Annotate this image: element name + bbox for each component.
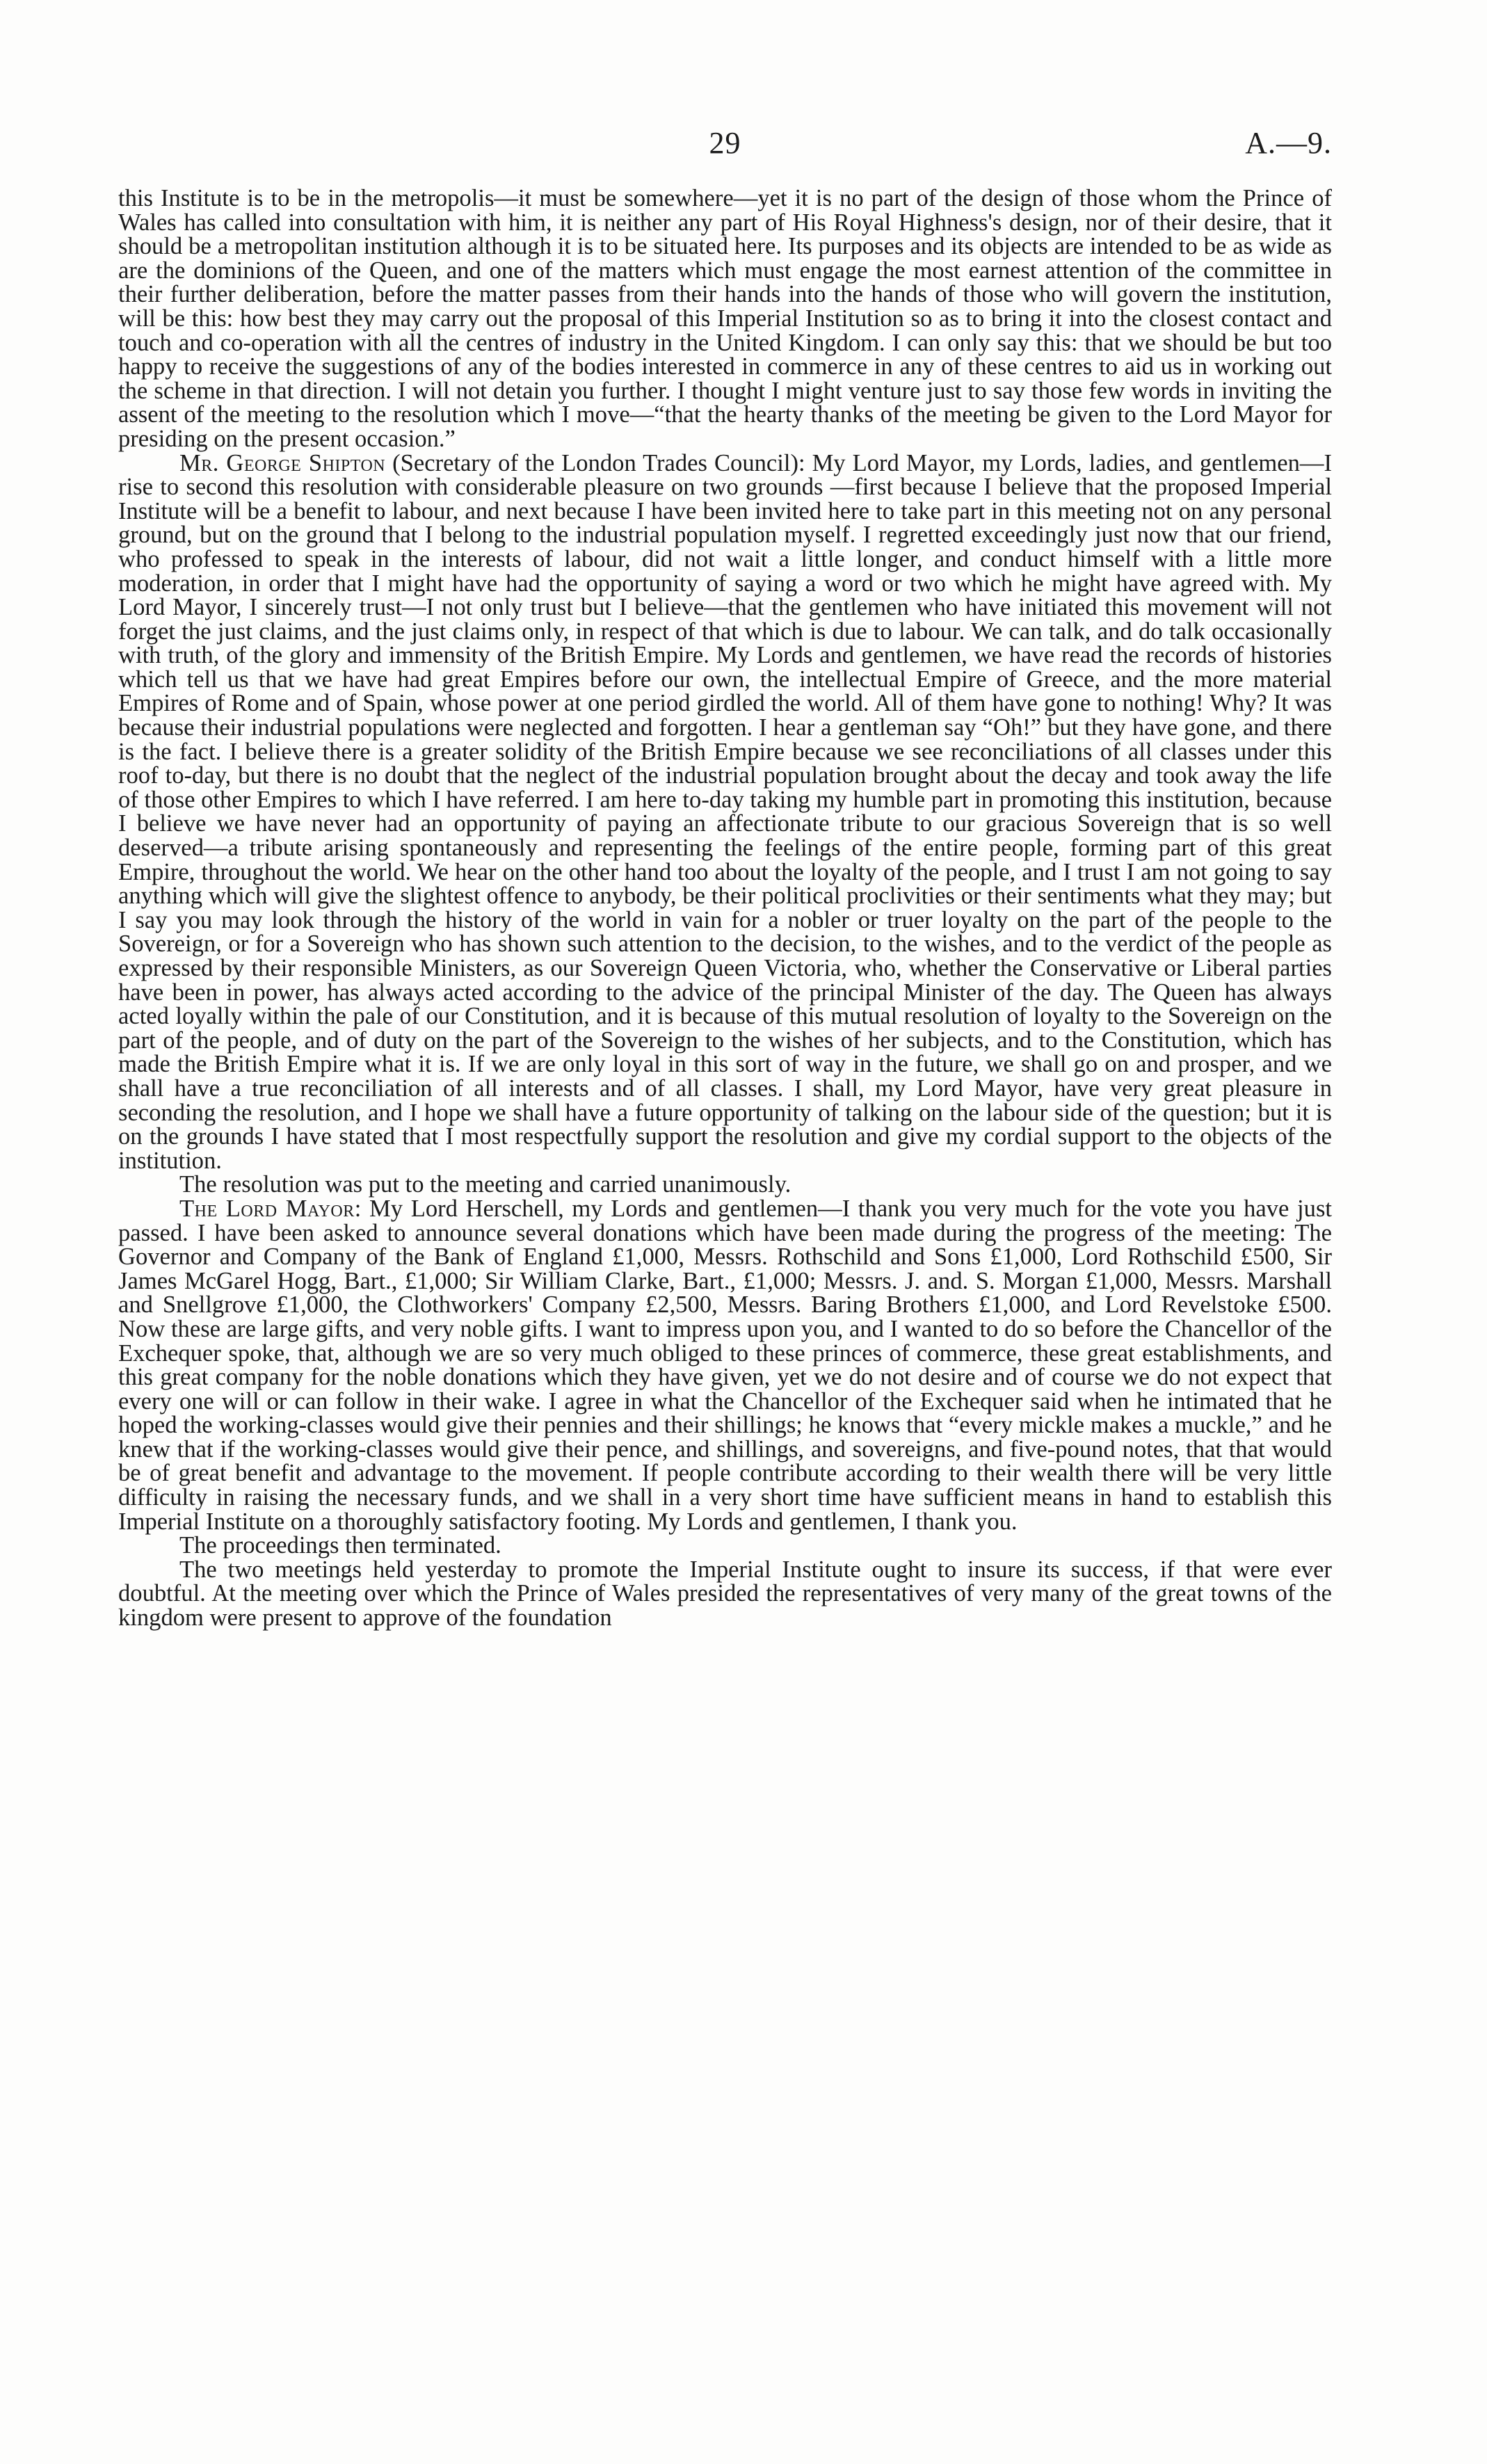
paragraph-speech-lord-mayor	[118, 1197, 1332, 1533]
paragraph-text: The two meetings held yesterday to promote the Imperial Institute ought to insure its success, if that were ever doubtful. At the meeting over which the Prince of Wales presided the representatives of very many of the great towns of the kingdom were present to approve of the foundation	[118, 1556, 1332, 1632]
paragraph-resolution	[118, 1173, 1332, 1197]
page-header	[118, 125, 1332, 167]
page-number: 29	[709, 126, 741, 160]
paragraph-text: : My Lord Herschell, my Lords and gentlemen—I thank you very much for the vote you have just passed. I have been asked to announce several donations which have been made during the progress of the meeting: The Governor and Company of the Bank of England £1,000, Messrs. Rothschild and Sons £1,000, Lord Rothschild £500, Sir James McGarel Hogg, Bart., £1,000; Sir William Clarke, Bart., £1,000; Messrs. J. and. S. Morgan £1,000, Messrs. Marshall and Snellgrove £1,000, the Clothworkers' Company £2,500, Messrs. Baring Brothers £1,000, and Lord Revelstoke £500. Now these are large gifts, and very noble gifts. I want to impress upon you, and I wanted to do so before the Chancellor of the Exchequer spoke, that, although we are so very much obliged to these princes of commerce, these great establishments, and this great company for the noble donations which they have given, yet we do not desire and of course we do not expect that every one will or can follow in their wake. I agree in what the Chancellor of the Exchequer said when he intimated that he hoped the working-classes would give their pennies and their shillings; he knows that “every mickle makes a muckle,” and he knew that if the working-classes would give their pence, and shillings, and sovereigns, and five-pound notes, that that would be of great benefit and advantage to the movement. If people contribute according to their wealth there will be very little difficulty in raising the necessary funds, and we shall in a very short time have sufficient means in hand to establish this Imperial Institute on a thoroughly satisfactory footing. My Lords and gentlemen, I thank you.	[118, 1195, 1332, 1535]
paragraph-text: this Institute is to be in the metropolis—it must be somewhere—yet it is no part of the design of those whom the Prince of Wales has called into consultation with him, it is neither any part of His Royal Highness's design, nor of their desire, that it should be a metropolitan institution although it is to be situated here. Its purposes and its objects are intended to be as wide as are the dominions of the Queen, and one of the matters which must engage the most earnest attention of the committee in their further deliberation, before the matter passes from their hands into the hands of those who will govern the institution, will be this: how best they may carry out the proposal of this Imperial Institution so as to bring it into the closest contact and touch and co-operation with all the centres of industry in the United Kingdom. I can only say this: that we should be but too happy to receive the suggestions of any of the bodies interested in commerce in any of these centres to aid us in working out the scheme in that direction. I will not detain you further. I thought I might venture just to say those few words in inviting the assent of the meeting to the resolution which I move—“that the hearty thanks of the meeting be given to the Lord Mayor for presiding on the present occasion.”	[118, 186, 1332, 452]
paragraph-proceedings	[118, 1533, 1332, 1558]
paragraph-speech-shipton	[118, 451, 1332, 1173]
speaker-name: The Lord Mayor	[179, 1195, 355, 1222]
paragraph-continuation	[118, 186, 1332, 451]
paragraph-text: The resolution was put to the meeting and carried unanimously.	[179, 1171, 791, 1198]
document-reference: A.—9.	[1245, 126, 1332, 160]
speaker-name: Mr. George Shipton	[179, 449, 386, 476]
paragraph-text: The proceedings then terminated.	[179, 1532, 501, 1559]
paragraph-two-meetings	[118, 1558, 1332, 1630]
document-body	[118, 186, 1332, 2328]
paragraph-text: (Secretary of the London Trades Council): My Lord Mayor, my Lords, ladies, and gentlemen—I rise to second this resolution with considerable pleasure on two grounds —first because I believe that the proposed Imperial Institute will be a benefit to labour, and next because I have been invited here to take part in this meeting not on any personal ground, but on the ground that I belong to the industrial population myself. I regretted exceedingly just now that our friend, who professed to speak in the interests of labour, did not wait a little longer, and conduct himself with a little more moderation, in order that I might have had the opportunity of saying a word or two which he might have agreed with. My Lord Mayor, I sincerely trust—I not only trust but I believe—that the gentlemen who have initiated this movement will not forget the just claims, and the just claims only, in respect of that which is due to labour. We can talk, and do talk occasionally with truth, of the glory and immensity of the British Empire. My Lords and gentlemen, we have read the records of histories which tell us that we have had great Empires before our own, the intellectual Empire of Greece, and the more material Empires of Rome and of Spain, whose power at one period girdled the world. All of them have gone to nothing! Why? It was because their industrial populations were neglected and forgotten. I hear a gentleman say “Oh!” but they have gone, and there is the fact. I believe there is a greater solidity of the British Empire because we see reconciliations of all classes under this roof to-day, but there is no doubt that the neglect of the industrial population brought about the decay and took away the life of those other Empires to which I have referred. I am here to-day taking my humble part in promoting this institution, because I believe we have never had an opportunity of paying an affectionate tribute to our gracious Sovereign that is so well deserved—a tribute arising spontaneously and representing the feelings of the entire people, forming part of this great Empire, throughout the world. We hear on the other hand too about the loyalty of the people, and I trust I am not going to say anything which will give the slightest offence to anybody, be their political proclivities or their sentiments what they may; but I say you may look through the history of the world in vain for a nobler or truer loyalty on the part of the people to the Sovereign, or for a Sovereign who has shown such attention to the decision, to the wishes, and to the verdict of the people as expressed by their responsible Ministers, as our Sovereign Queen Victoria, who, whether the Conservative or Liberal parties have been in power, has always acted according to the advice of the principal Minister of the day. The Queen has always acted loyally within the pale of our Constitution, and it is because of this mutual resolution of loyalty to the Sovereign on the part of the people, and of duty on the part of the Sovereign to the wishes of her subjects, and to the Constitution, which has made the British Empire what it is. If we are only loyal in this sort of way in the future, we shall go on and prosper, and we shall have a true reconciliation of all interests and of all classes. I shall, my Lord Mayor, have very great pleasure in seconding the resolution, and I hope we shall have a future opportunity of talking on the labour side of the question; but it is on the grounds I have stated that I most respectfully support the resolution and give my cordial support to the objects of the institution.	[118, 449, 1332, 1174]
